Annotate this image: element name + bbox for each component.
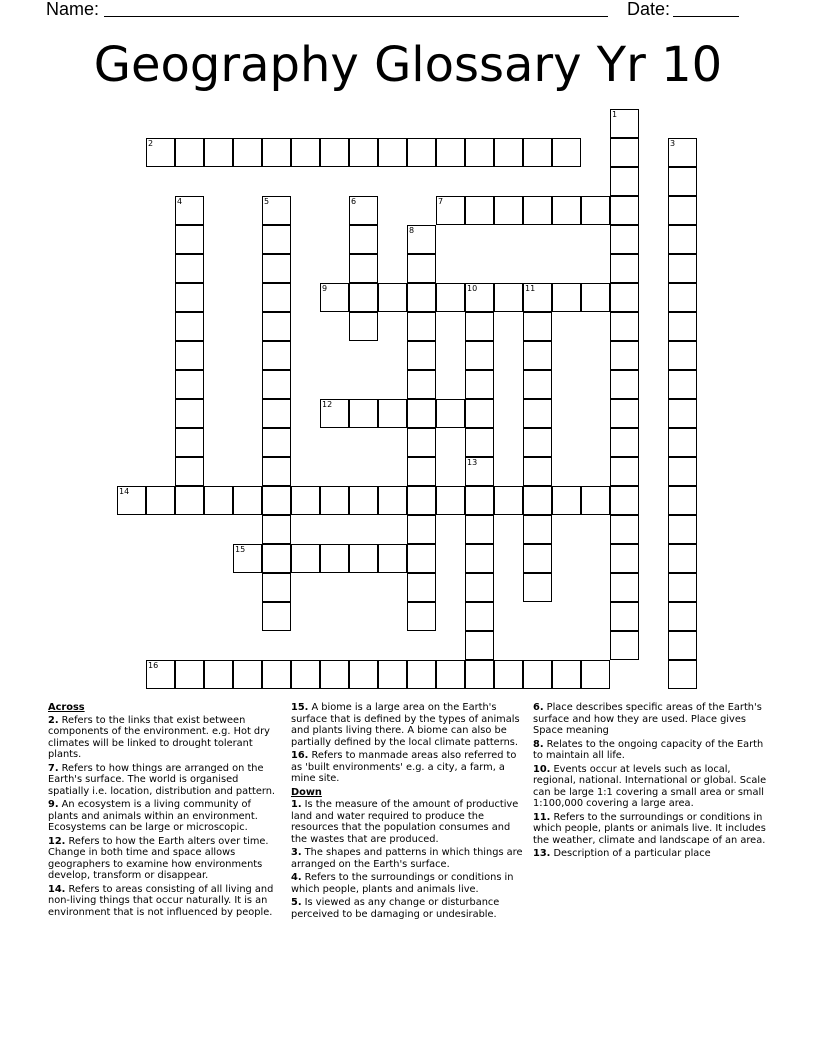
grid-cell[interactable] <box>378 138 407 167</box>
grid-cell[interactable] <box>436 138 465 167</box>
grid-cell[interactable] <box>465 602 494 631</box>
grid-cell[interactable] <box>262 515 291 544</box>
grid-cell[interactable] <box>581 486 610 515</box>
grid-cell[interactable] <box>349 196 378 225</box>
grid-cell[interactable] <box>407 457 436 486</box>
clue-across-9: 9. An ecosystem is a living community of plants and animals within an environment. Ecosystems can be large or microscopic. <box>48 799 258 833</box>
clue-down-13: 13. Description of a particular place <box>533 848 711 859</box>
grid-cell[interactable] <box>407 341 436 370</box>
grid-cell[interactable] <box>175 138 204 167</box>
grid-cell[interactable] <box>610 486 639 515</box>
grid-cell[interactable] <box>320 660 349 689</box>
name-label: Name: <box>46 0 100 19</box>
grid-cell[interactable] <box>117 486 146 515</box>
grid-cell[interactable] <box>552 660 581 689</box>
grid-cell[interactable] <box>233 544 262 573</box>
grid-cell[interactable] <box>610 602 639 631</box>
grid-number: 16 <box>148 661 159 670</box>
grid-cell[interactable] <box>494 138 523 167</box>
grid-cell[interactable] <box>610 196 639 225</box>
grid-cell[interactable] <box>175 370 204 399</box>
grid-cell[interactable] <box>378 399 407 428</box>
grid-cell[interactable] <box>262 544 291 573</box>
grid-cell[interactable] <box>465 283 494 312</box>
grid-cell[interactable] <box>291 138 320 167</box>
grid-cell[interactable] <box>175 341 204 370</box>
grid-cell[interactable] <box>610 225 639 254</box>
grid-cell[interactable] <box>378 283 407 312</box>
grid-cell[interactable] <box>291 660 320 689</box>
grid-cell[interactable] <box>610 544 639 573</box>
clue-down-6: 6. Place describes specific areas of the Earth's surface and how they are used. Place gives Space meaning <box>533 702 762 736</box>
grid-cell[interactable] <box>204 138 233 167</box>
grid-cell[interactable] <box>320 544 349 573</box>
clues-column-2 <box>291 702 523 922</box>
grid-cell[interactable] <box>407 312 436 341</box>
grid-cell[interactable] <box>610 167 639 196</box>
grid-cell[interactable] <box>233 486 262 515</box>
grid-cell[interactable] <box>610 370 639 399</box>
grid-cell[interactable] <box>262 399 291 428</box>
grid-cell[interactable] <box>523 138 552 167</box>
grid-cell[interactable] <box>436 486 465 515</box>
grid-cell[interactable] <box>436 399 465 428</box>
grid-cell[interactable] <box>668 370 697 399</box>
grid-cell[interactable] <box>349 660 378 689</box>
grid-cell[interactable] <box>610 399 639 428</box>
grid-cell[interactable] <box>523 573 552 602</box>
clue-across-12: 12. Refers to how the Earth alters over time. Change in both time and space allows geographers to examine how environments develop, transform or disappear. <box>48 835 269 881</box>
grid-cell[interactable] <box>465 341 494 370</box>
clue-across-14: 14. Refers to areas consisting of all living and non-living things that occur naturally. It is an environment that is not influenced by people. <box>48 883 274 918</box>
grid-number: 13 <box>467 458 478 467</box>
grid-cell[interactable] <box>523 341 552 370</box>
grid-cell[interactable] <box>262 428 291 457</box>
grid-cell[interactable] <box>320 486 349 515</box>
grid-cell[interactable] <box>465 196 494 225</box>
clue-down-10: 10. Events occur at levels such as local, regional, national. International or global. Scale can be large 1:1 covering a small area or small 1:100,000 covering a large area. <box>533 763 767 809</box>
grid-cell[interactable] <box>465 138 494 167</box>
grid-cell[interactable] <box>407 544 436 573</box>
grid-number: 1 <box>612 110 618 119</box>
grid-cell[interactable] <box>349 138 378 167</box>
grid-cell[interactable] <box>610 573 639 602</box>
grid-cell[interactable] <box>465 660 494 689</box>
grid-cell[interactable] <box>262 573 291 602</box>
grid-number: 11 <box>525 284 536 293</box>
grid-cell[interactable] <box>668 428 697 457</box>
grid-cell[interactable] <box>175 254 204 283</box>
clue-across-15: 15. A biome is a large area on the Earth's surface that is defined by the types of animals and plants living there. A biome can also be partially defined by the local climate patterns. <box>291 702 520 748</box>
grid-cell[interactable] <box>465 631 494 660</box>
grid-cell[interactable] <box>668 399 697 428</box>
grid-cell[interactable] <box>146 138 175 167</box>
grid-cell[interactable] <box>320 283 349 312</box>
grid-cell[interactable] <box>465 370 494 399</box>
grid-cell[interactable] <box>262 312 291 341</box>
grid-cell[interactable] <box>668 631 697 660</box>
grid-cell[interactable] <box>262 254 291 283</box>
grid-cell[interactable] <box>610 515 639 544</box>
grid-cell[interactable] <box>349 544 378 573</box>
grid-cell[interactable] <box>204 486 233 515</box>
grid-cell[interactable] <box>465 486 494 515</box>
grid-cell[interactable] <box>668 486 697 515</box>
grid-number: 8 <box>409 226 415 235</box>
grid-cell[interactable] <box>436 196 465 225</box>
grid-cell[interactable] <box>581 660 610 689</box>
grid-number: 15 <box>235 545 246 554</box>
grid-cell[interactable] <box>436 283 465 312</box>
grid-cell[interactable] <box>523 370 552 399</box>
grid-cell[interactable] <box>349 486 378 515</box>
grid-cell[interactable] <box>146 660 175 689</box>
grid-cell[interactable] <box>668 283 697 312</box>
grid-cell[interactable] <box>552 196 581 225</box>
grid-cell[interactable] <box>320 399 349 428</box>
grid-cell[interactable] <box>465 428 494 457</box>
grid-cell[interactable] <box>581 196 610 225</box>
grid-cell[interactable] <box>349 399 378 428</box>
grid-cell[interactable] <box>523 312 552 341</box>
grid-cell[interactable] <box>407 573 436 602</box>
grid-cell[interactable] <box>175 196 204 225</box>
grid-cell[interactable] <box>494 660 523 689</box>
grid-cell[interactable] <box>494 283 523 312</box>
grid-cell[interactable] <box>668 457 697 486</box>
grid-cell[interactable] <box>610 457 639 486</box>
grid-cell[interactable] <box>610 109 639 138</box>
grid-cell[interactable] <box>668 312 697 341</box>
grid-number: 4 <box>177 197 183 206</box>
grid-cell[interactable] <box>262 225 291 254</box>
grid-cell[interactable] <box>465 312 494 341</box>
grid-number: 7 <box>438 197 444 206</box>
grid-cell[interactable] <box>291 544 320 573</box>
grid-cell[interactable] <box>668 254 697 283</box>
grid-cell[interactable] <box>552 486 581 515</box>
grid-cell[interactable] <box>581 283 610 312</box>
grid-cell[interactable] <box>262 602 291 631</box>
grid-cell[interactable] <box>262 138 291 167</box>
grid-cell[interactable] <box>262 486 291 515</box>
grid-cell[interactable] <box>175 399 204 428</box>
grid-number: 10 <box>467 284 478 293</box>
grid-cell[interactable] <box>668 196 697 225</box>
grid-cell[interactable] <box>610 631 639 660</box>
grid-cell[interactable] <box>262 196 291 225</box>
clue-down-3: 3. The shapes and patterns in which things are arranged on the Earth's surface. <box>291 847 523 870</box>
grid-cell[interactable] <box>407 225 436 254</box>
grid-cell[interactable] <box>523 544 552 573</box>
grid-cell[interactable] <box>523 428 552 457</box>
clues-column-1 <box>48 702 282 920</box>
grid-cell[interactable] <box>465 457 494 486</box>
grid-cell[interactable] <box>349 225 378 254</box>
grid-cell[interactable] <box>175 283 204 312</box>
grid-cell[interactable] <box>523 457 552 486</box>
clue-across-16: 16. Refers to manmade areas also referred to as 'built environments' e.g. a city, a farm, a mine site. <box>291 750 517 784</box>
grid-cell[interactable] <box>552 138 581 167</box>
grid-cell[interactable] <box>175 225 204 254</box>
grid-cell[interactable] <box>523 660 552 689</box>
grid-cell[interactable] <box>378 660 407 689</box>
grid-cell[interactable] <box>407 602 436 631</box>
grid-number: 5 <box>264 197 270 206</box>
grid-cell[interactable] <box>523 399 552 428</box>
grid-cell[interactable] <box>378 544 407 573</box>
grid-cell[interactable] <box>494 196 523 225</box>
grid-cell[interactable] <box>407 660 436 689</box>
grid-cell[interactable] <box>407 370 436 399</box>
grid-cell[interactable] <box>175 457 204 486</box>
grid-cell[interactable] <box>668 515 697 544</box>
clue-down-1: 1. Is the measure of the amount of productive land and water required to produce the resources that the population consumes and the wastes that are produced. <box>291 799 519 845</box>
grid-number: 6 <box>351 197 357 206</box>
grid-cell[interactable] <box>523 486 552 515</box>
grid-cell[interactable] <box>291 486 320 515</box>
grid-cell[interactable] <box>262 283 291 312</box>
grid-cell[interactable] <box>407 138 436 167</box>
grid-cell[interactable] <box>378 486 407 515</box>
grid-cell[interactable] <box>668 167 697 196</box>
clue-down-5: 5. Is viewed as any change or disturbance perceived to be damaging or undesirable. <box>291 897 500 920</box>
down-heading: Down <box>291 786 322 798</box>
grid-cell[interactable] <box>407 283 436 312</box>
grid-number: 2 <box>148 139 154 148</box>
grid-cell[interactable] <box>262 370 291 399</box>
grid-cell[interactable] <box>233 660 262 689</box>
clue-across-2: 2. Refers to the links that exist between components of the environment. e.g. Hot dry climates will be linked to drought tolerant plants. <box>48 714 270 760</box>
grid-cell[interactable] <box>610 138 639 167</box>
grid-cell[interactable] <box>349 312 378 341</box>
grid-cell[interactable] <box>494 486 523 515</box>
grid-cell[interactable] <box>204 660 233 689</box>
date-label: Date: <box>627 0 671 19</box>
grid-cell[interactable] <box>175 486 204 515</box>
grid-number: 14 <box>119 487 130 496</box>
clue-down-8: 8. Relates to the ongoing capacity of the Earth to maintain all life. <box>533 738 764 761</box>
grid-cell[interactable] <box>523 196 552 225</box>
grid-cell[interactable] <box>407 254 436 283</box>
grid-cell[interactable] <box>610 283 639 312</box>
grid-cell[interactable] <box>349 254 378 283</box>
grid-cell[interactable] <box>465 515 494 544</box>
grid-cell[interactable] <box>523 515 552 544</box>
grid-cell[interactable] <box>320 138 349 167</box>
grid-cell[interactable] <box>610 254 639 283</box>
clue-down-4: 4. Refers to the surroundings or conditions in which people, plants and animals live. <box>291 872 514 895</box>
grid-cell[interactable] <box>552 283 581 312</box>
grid-cell[interactable] <box>668 660 697 689</box>
grid-cell[interactable] <box>262 341 291 370</box>
grid-cell[interactable] <box>465 544 494 573</box>
grid-cell[interactable] <box>436 660 465 689</box>
grid-cell[interactable] <box>262 660 291 689</box>
grid-cell[interactable] <box>465 573 494 602</box>
grid-number: 3 <box>670 139 676 148</box>
grid-number: 12 <box>322 400 333 409</box>
grid-cell[interactable] <box>175 312 204 341</box>
clue-across-7: 7. Refers to how things are arranged on the Earth's surface. The world is organised spatially i.e. location, distribution and pattern. <box>48 762 276 797</box>
grid-cell[interactable] <box>668 225 697 254</box>
clues-column-3 <box>533 702 769 862</box>
grid-cell[interactable] <box>175 660 204 689</box>
grid-cell[interactable] <box>407 399 436 428</box>
grid-cell[interactable] <box>668 341 697 370</box>
grid-cell[interactable] <box>349 283 378 312</box>
grid-cell[interactable] <box>668 138 697 167</box>
grid-cell[interactable] <box>610 341 639 370</box>
grid-cell[interactable] <box>668 602 697 631</box>
grid-cell[interactable] <box>523 283 552 312</box>
grid-cell[interactable] <box>407 486 436 515</box>
grid-cell[interactable] <box>668 544 697 573</box>
grid-cell[interactable] <box>610 312 639 341</box>
grid-cell[interactable] <box>146 486 175 515</box>
grid-cell[interactable] <box>175 428 204 457</box>
grid-number: 9 <box>322 284 328 293</box>
across-heading: Across <box>48 702 85 713</box>
grid-cell[interactable] <box>407 428 436 457</box>
grid-cell[interactable] <box>465 399 494 428</box>
page-title: Geography Glossary Yr 10 <box>93 37 723 93</box>
grid-cell[interactable] <box>262 457 291 486</box>
clue-down-11: 11. Refers to the surroundings or conditions in which people, plants or animals live. It includes the weather, climate and landscape of an area. <box>533 811 766 846</box>
grid-cell[interactable] <box>610 428 639 457</box>
grid-cell[interactable] <box>233 138 262 167</box>
grid-cell[interactable] <box>407 515 436 544</box>
grid-cell[interactable] <box>668 573 697 602</box>
